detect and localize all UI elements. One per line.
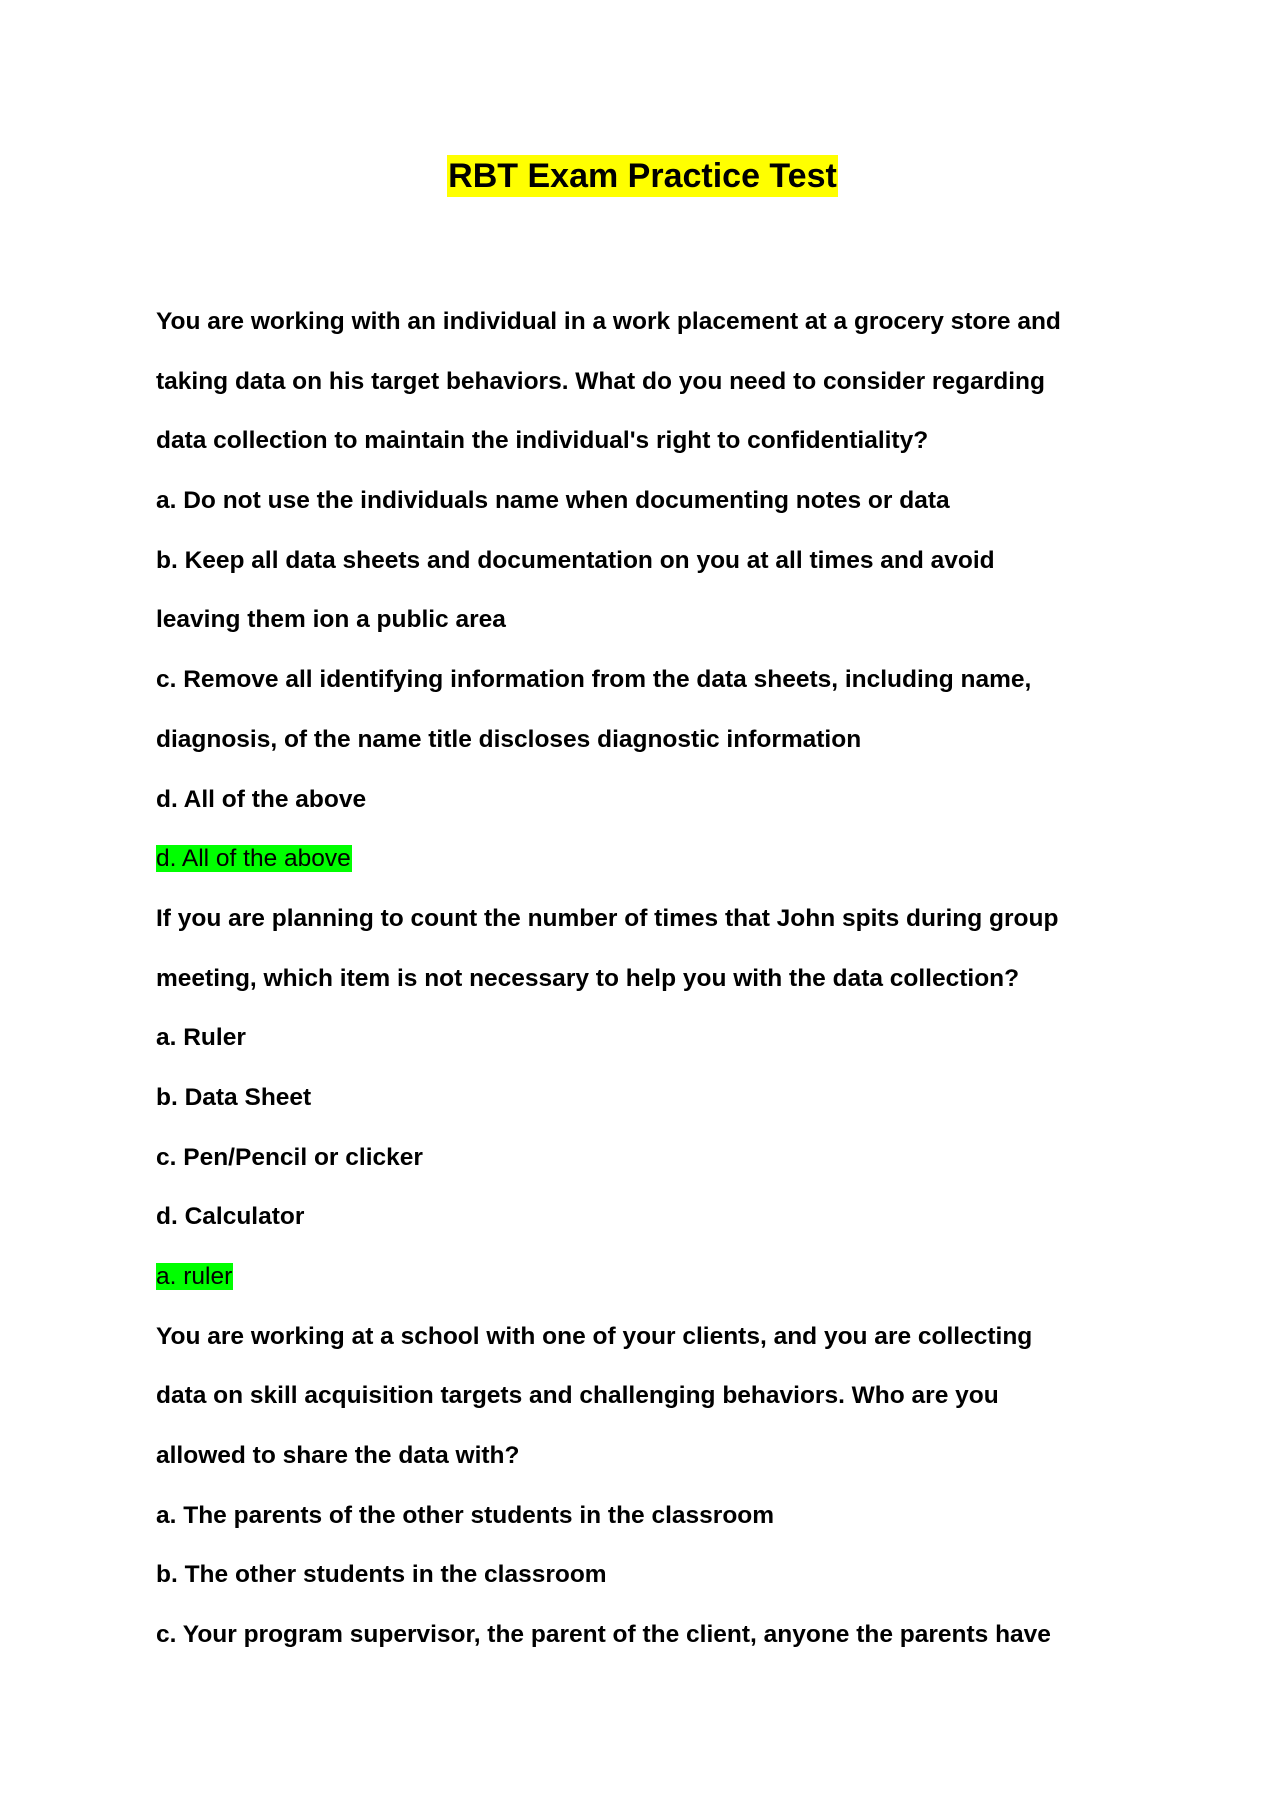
option-line: c. Your program supervisor, the parent of the client, anyone the parents have: [156, 1621, 1051, 1649]
title-container: [0, 155, 1280, 197]
option-line: c. Remove all identifying information from the data sheets, including name,: [156, 666, 1032, 694]
option-line: c. Pen/Pencil or clicker: [156, 1143, 423, 1171]
question-text-line: If you are planning to count the number of times that John spits during group: [156, 904, 1059, 932]
question-text-line: taking data on his target behaviors. What do you need to consider regarding: [156, 367, 1045, 395]
question-3: [156, 1307, 1156, 1665]
question-2: [156, 889, 1156, 1307]
option-line: b. The other students in the classroom: [156, 1561, 607, 1589]
option-line: leaving them ion a public area: [156, 606, 506, 634]
answer-line: [156, 829, 1156, 889]
answer-highlight: d. All of the above: [156, 845, 351, 873]
question-text-line: You are working with an individual in a work placement at a grocery store and: [156, 308, 1061, 335]
option-line: a. Do not use the individuals name when documenting notes or data: [156, 487, 950, 515]
answer-highlight: a. ruler: [156, 1263, 233, 1290]
question-text-line: data collection to maintain the individual's right to confidentiality?: [156, 427, 929, 455]
option-line: a. Ruler: [156, 1024, 246, 1052]
option-line: d. All of the above: [156, 785, 367, 813]
option-line: diagnosis, of the name title discloses diagnostic information: [156, 725, 862, 753]
document-body: [156, 292, 1156, 1665]
document-title: RBT Exam Practice Test: [448, 157, 837, 195]
question-1: [156, 292, 1156, 889]
question-text-line: data on skill acquisition targets and challenging behaviors. Who are you: [156, 1382, 999, 1410]
option-line: d. Calculator: [156, 1203, 305, 1231]
option-line: b. Data Sheet: [156, 1083, 312, 1111]
question-text-line: meeting, which item is not necessary to help you with the data collection?: [156, 964, 1020, 992]
option-line: a. The parents of the other students in the classroom: [156, 1501, 775, 1529]
question-text-line: You are working at a school with one of your clients, and you are collecting: [156, 1322, 1033, 1350]
question-text-line: allowed to share the data with?: [156, 1442, 520, 1470]
answer-line: [156, 1247, 1156, 1307]
option-line: b. Keep all data sheets and documentation on you at all times and avoid: [156, 546, 995, 574]
